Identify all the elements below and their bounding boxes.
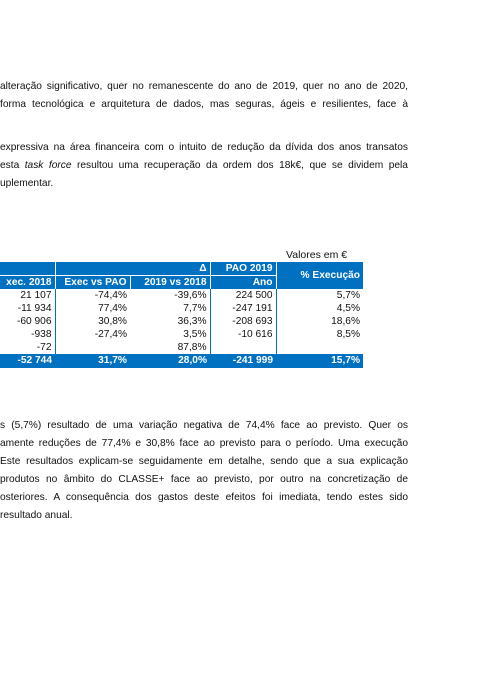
paragraph-2-line-2-pre: esta: [0, 160, 25, 171]
paragraph-2-emphasis: task force: [24, 160, 72, 171]
paragraph-3-line-1: s (5,7%) resultado de uma variação negativa de 74,4% face ao previsto. Quer os: [0, 420, 408, 431]
header-exec-vs-pao: Exec vs PAO: [55, 276, 130, 290]
cell-pct: 5,7%: [276, 289, 363, 302]
cell-pao: -247 191: [210, 302, 276, 315]
cell-pao: -10 616: [210, 328, 276, 341]
total-pao: -241 999: [210, 354, 276, 368]
cell-exec-vs-pao: 30,8%: [55, 315, 130, 328]
header-blank: [0, 262, 55, 276]
cell-pct: [276, 341, 363, 354]
paragraph-2-line-2: [0, 159, 408, 172]
header-pao-ano: Ano: [210, 276, 276, 290]
paragraph-1-line-1: alteração significativo, quer no remanescente do ano de 2019, quer no ano de 2020,: [0, 81, 408, 92]
cell-exec-vs-pao: -27,4%: [55, 328, 130, 341]
cell-pct: 8,5%: [276, 328, 363, 341]
header-2019-vs-2018: 2019 vs 2018: [130, 276, 210, 290]
paragraph-3-line-5: osteriores. A consequência dos gastos deste efeitos foi imediata, tendo estes sido: [0, 492, 408, 503]
cell-pao: 224 500: [210, 289, 276, 302]
cell-vs-2018: -39,6%: [174, 290, 207, 301]
total-pct: 15,7%: [276, 354, 363, 368]
paragraph-2-line-2-post: resultou uma recuperação da ordem dos 18k€, que se dividem pela: [71, 160, 408, 171]
cell-vs-2018: 36,3%: [177, 316, 207, 327]
header-pct-execution: % Execução: [276, 262, 363, 289]
total-vs-2018: 28,0%: [130, 354, 210, 368]
cell-exec-2018: -938: [31, 329, 52, 340]
table-row: [0, 341, 363, 354]
cell-exec-2018: -11 934: [17, 303, 52, 314]
cell-exec-vs-pao: [55, 341, 130, 354]
paragraph-3-line-4: produtos no âmbito do CLASSE+ face ao previsto, por outro na concretização de: [0, 474, 408, 485]
table-row: [0, 302, 363, 315]
cell-pct: 4,5%: [276, 302, 363, 315]
cell-pct: 18,6%: [276, 315, 363, 328]
header-pao-2019: PAO 2019: [210, 262, 276, 276]
cell-pao: [210, 341, 276, 354]
table-total-row: [0, 354, 363, 368]
table-row: [0, 315, 363, 328]
cell-exec-vs-pao: -74,4%: [55, 289, 130, 302]
paragraph-3-line-6: resultado anual.: [0, 510, 73, 521]
cell-pao: -208 693: [210, 315, 276, 328]
execution-table: [0, 262, 363, 368]
cell-exec-2018: 21 107: [20, 290, 52, 301]
paragraph-2-line-1: expressiva na área financeira com o intuito de redução da dívida dos anos transatos: [0, 142, 408, 153]
paragraph-1-line-2: forma tecnológica e arquitetura de dados, mas seguras, ágeis e resilientes, face à: [0, 99, 408, 110]
total-exec-vs-pao: 31,7%: [55, 354, 130, 368]
header-delta-group: Δ: [55, 262, 210, 276]
table-row: [0, 328, 363, 341]
cell-exec-2018: -60 906: [16, 316, 52, 327]
units-label: Valores em €: [286, 249, 348, 261]
cell-exec-2018: -72: [36, 342, 52, 353]
cell-vs-2018: 3,5%: [183, 329, 207, 340]
paragraph-3-line-2: amente reduções de 77,4% e 30,8% face ao previsto para o período. Uma execução: [0, 438, 408, 449]
table-row: [0, 289, 363, 302]
total-exec-2018: -52 744: [0, 354, 55, 368]
paragraph-3-line-3: Este resultados explicam-se seguidamente em detalhe, sendo que a sua explicação: [0, 456, 408, 467]
cell-vs-2018: 7,7%: [183, 303, 207, 314]
header-exec-2018: xec. 2018: [0, 276, 55, 290]
cell-vs-2018: 87,8%: [177, 342, 207, 353]
paragraph-2-line-3: uplementar.: [0, 178, 54, 189]
cell-exec-vs-pao: 77,4%: [55, 302, 130, 315]
